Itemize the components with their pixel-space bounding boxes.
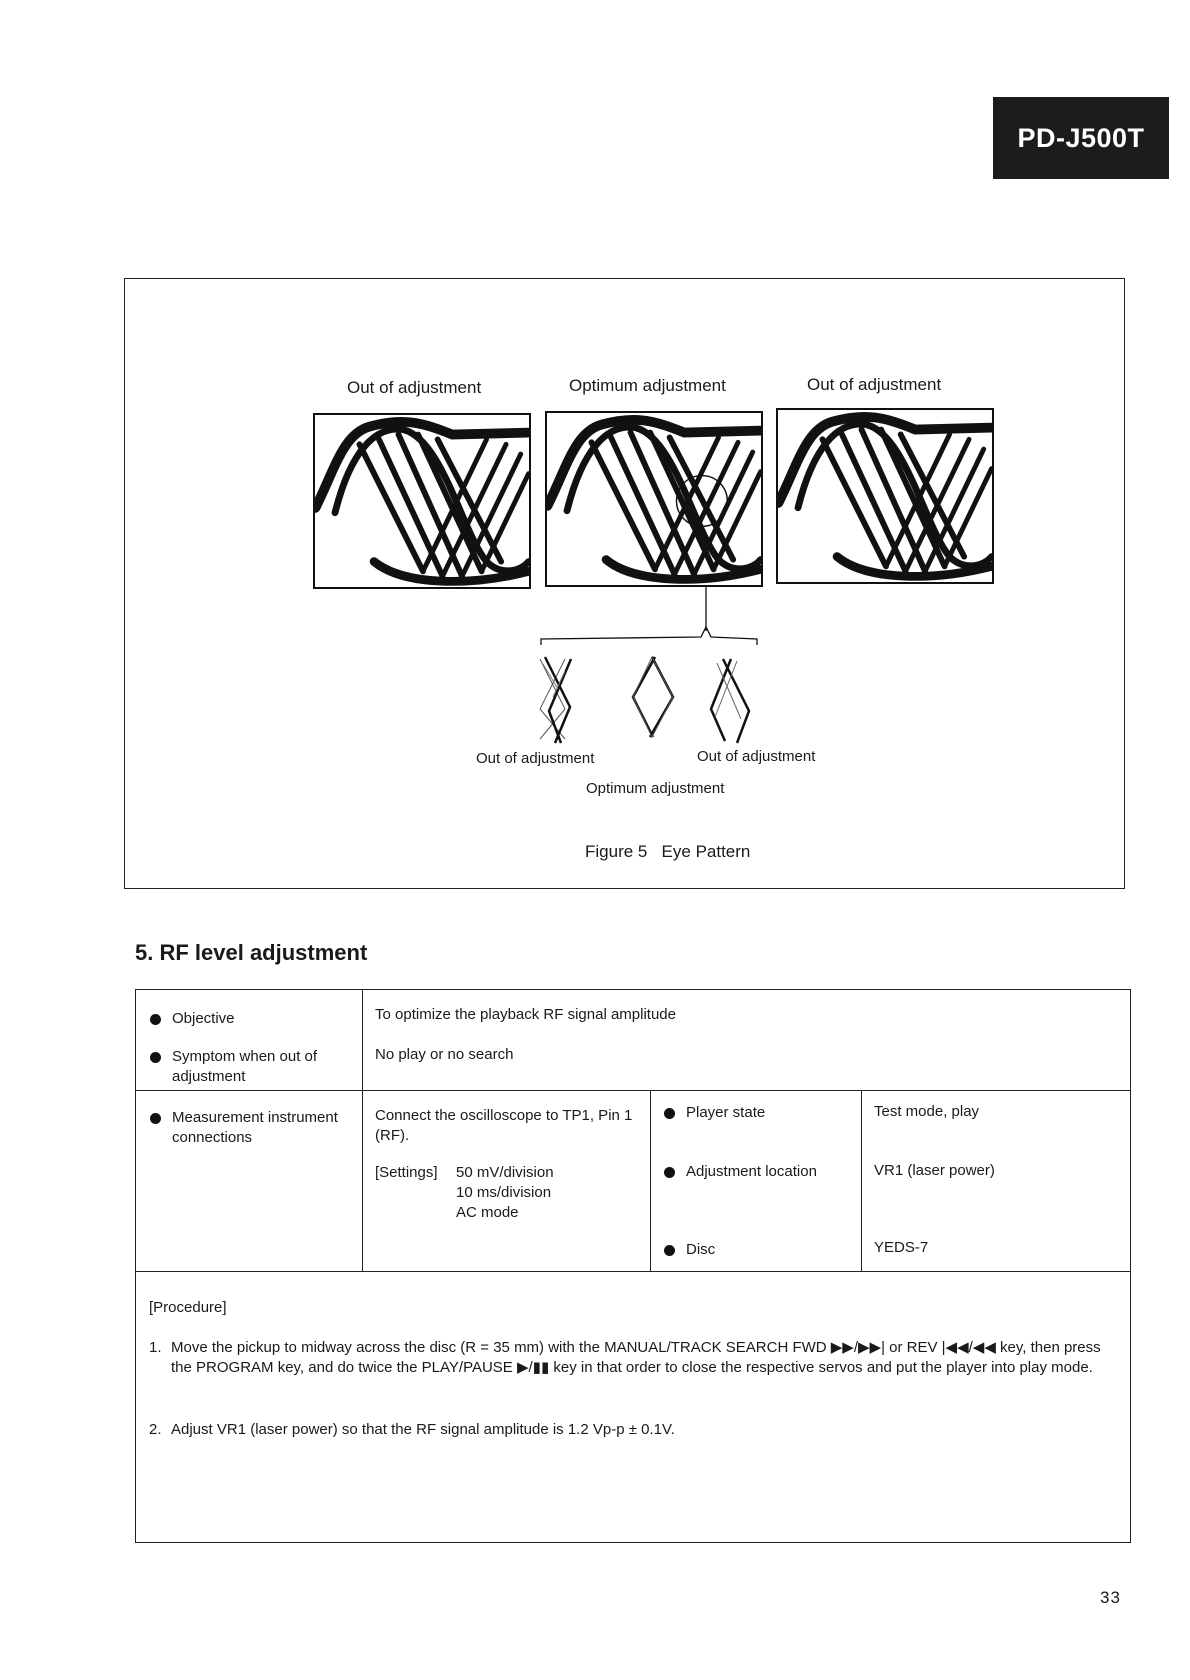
adjustment-location-label: Adjustment location bbox=[686, 1162, 856, 1182]
settings-value-coupling: AC mode bbox=[456, 1204, 519, 1221]
label-out-left: Out of adjustment bbox=[347, 378, 482, 397]
measurement-label: Measurement instrument connections bbox=[172, 1108, 357, 1148]
settings-value-vertical: 50 mV/division bbox=[456, 1164, 554, 1181]
symptom-label: Symptom when out of adjustment bbox=[172, 1047, 352, 1087]
figure-caption-title: Eye Pattern bbox=[661, 842, 751, 861]
procedure-step-1-number: 1. bbox=[149, 1339, 162, 1356]
detail-label-out-right: Out of adjustment bbox=[697, 748, 816, 765]
disc-value: YEDS-7 bbox=[874, 1239, 929, 1256]
disc-label: Disc bbox=[686, 1240, 851, 1260]
procedure-step-2 bbox=[149, 1420, 1121, 1440]
section-title: 5. RF level adjustment bbox=[135, 940, 368, 965]
symptom-value: No play or no search bbox=[375, 1046, 514, 1063]
page-number: 33 bbox=[1100, 1588, 1121, 1607]
settings-label: [Settings] bbox=[375, 1164, 438, 1181]
settings-values bbox=[456, 1163, 636, 1223]
eye-pattern-figure bbox=[124, 278, 1125, 889]
figure-caption bbox=[585, 842, 750, 862]
detail-label-out-left: Out of adjustment bbox=[476, 750, 595, 767]
objective-label: Objective bbox=[172, 1009, 352, 1029]
settings-value-horizontal: 10 ms/division bbox=[456, 1184, 552, 1201]
label-out-right: Out of adjustment bbox=[807, 375, 942, 394]
detail-label-optimum: Optimum adjustment bbox=[586, 780, 725, 797]
procedure-step-2-number: 2. bbox=[149, 1421, 162, 1438]
player-state-label: Player state bbox=[686, 1103, 851, 1123]
procedure-step-2-text: Adjust VR1 (laser power) so that the RF signal amplitude is 1.2 Vp-p ± 0.1V. bbox=[171, 1421, 675, 1438]
measurement-value: Connect the oscilloscope to TP1, Pin 1 (RF). bbox=[375, 1107, 633, 1144]
procedure-step-1-text: Move the pickup to midway across the disc (R = 35 mm) with the MANUAL/TRACK SEARCH FWD ▶▶/▶▶| or REV |◀◀/◀◀ key, then press the PROGRAM key, and do twice the PLAY/PAUSE ▶/▮▮ key in that order to close the respective servos and put the player into play mode. bbox=[171, 1339, 1101, 1376]
player-state-value: Test mode, play bbox=[874, 1103, 980, 1120]
figure-caption-number: Figure 5 bbox=[585, 842, 648, 861]
procedure-step-1 bbox=[149, 1338, 1121, 1378]
procedure-heading: [Procedure] bbox=[149, 1299, 227, 1316]
model-badge: PD-J500T bbox=[993, 97, 1169, 179]
label-optimum: Optimum adjustment bbox=[569, 376, 726, 395]
adjustment-table bbox=[135, 989, 1131, 1543]
adjustment-location-value: VR1 (laser power) bbox=[874, 1162, 995, 1179]
objective-value: To optimize the playback RF signal amplitude bbox=[375, 1006, 676, 1023]
